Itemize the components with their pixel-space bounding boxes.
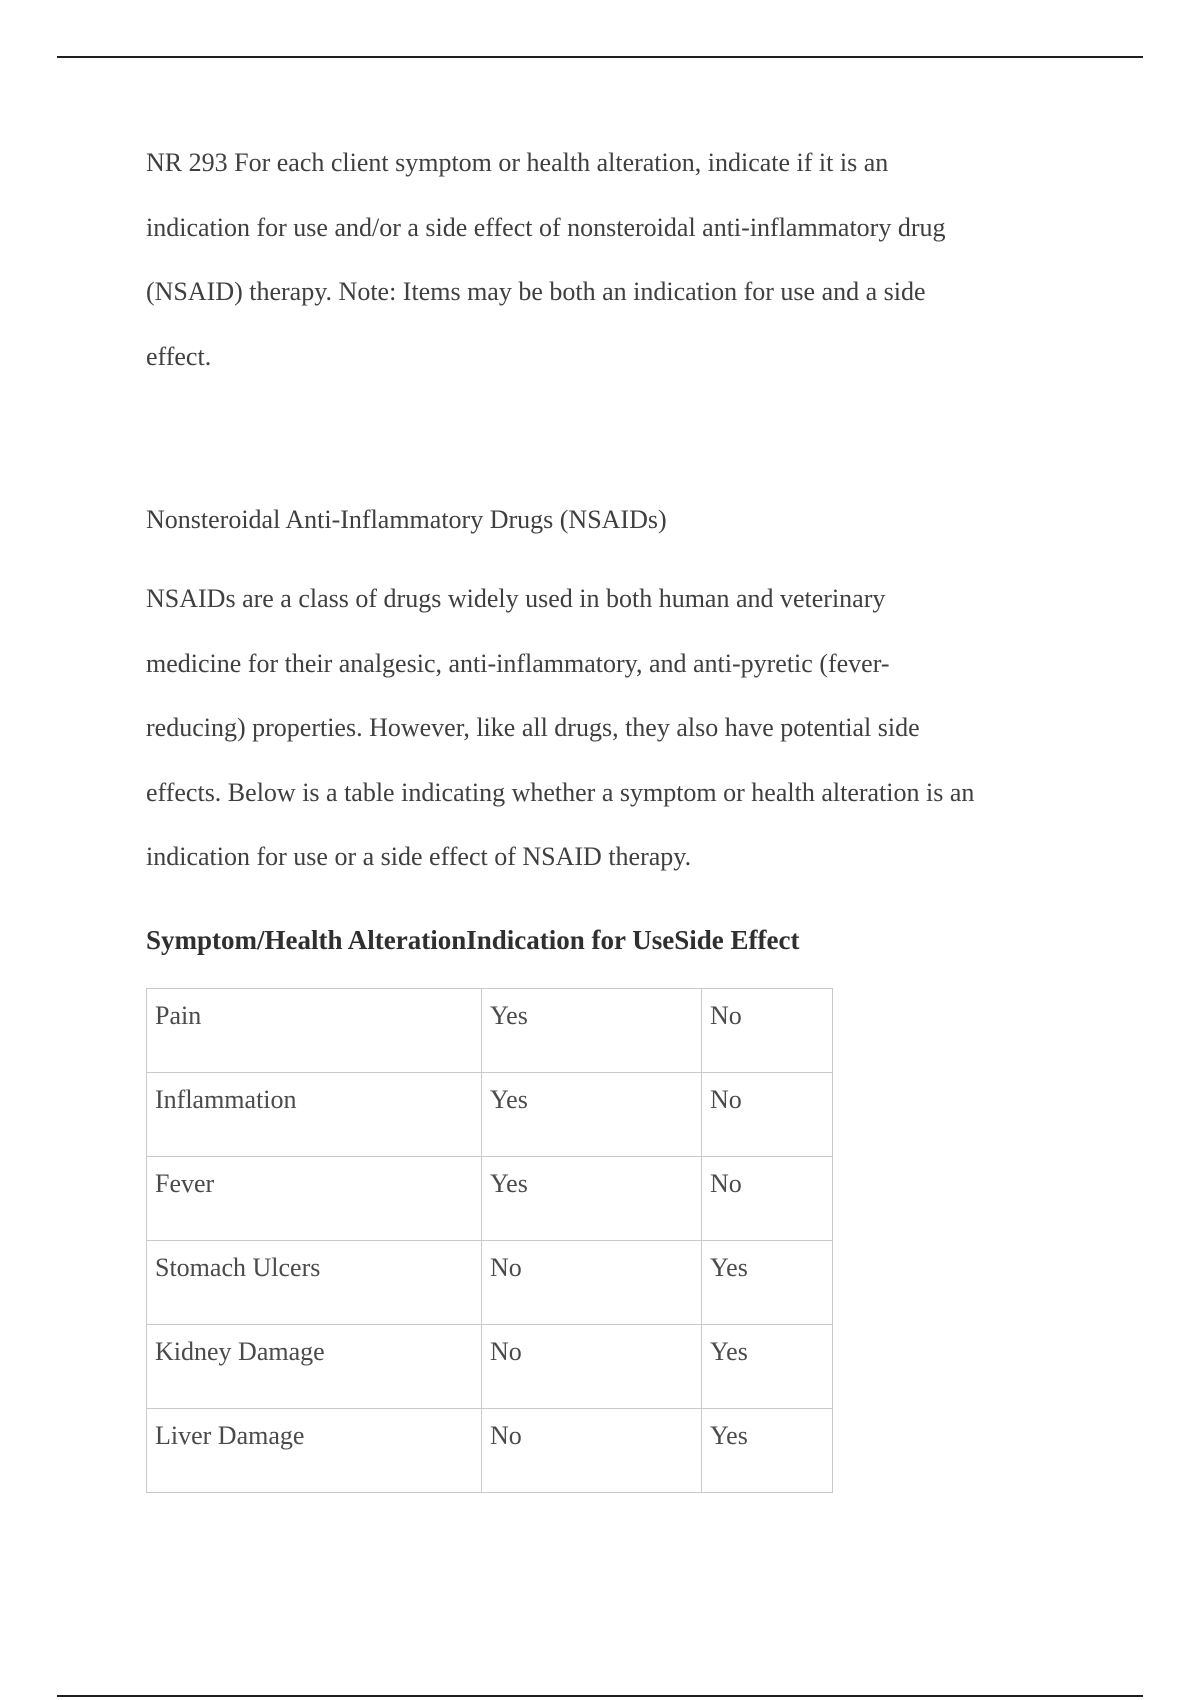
symptom-cell: Liver Damage bbox=[147, 1409, 482, 1493]
body-line: effects. Below is a table indicating whether a symptom or health alteration is an bbox=[146, 777, 975, 807]
indication-cell: Yes bbox=[482, 1073, 702, 1157]
question-line: indication for use and/or a side effect of nonsteroidal anti-inflammatory drug bbox=[146, 212, 946, 242]
question-line: NR 293 For each client symptom or health alteration, indicate if it is an bbox=[146, 148, 889, 177]
indication-cell: No bbox=[482, 1325, 702, 1409]
table-row bbox=[147, 989, 833, 1073]
table-row bbox=[147, 1409, 833, 1493]
table-row bbox=[147, 1073, 833, 1157]
indication-cell: Yes bbox=[482, 1157, 702, 1241]
body-line: indication for use or a side effect of NSAID therapy. bbox=[146, 842, 692, 871]
side-effect-cell: No bbox=[702, 1073, 833, 1157]
top-rule bbox=[57, 56, 1143, 58]
side-effect-cell: Yes bbox=[702, 1325, 833, 1409]
indication-cell: No bbox=[482, 1409, 702, 1493]
question-line: (NSAID) therapy. Note: Items may be both an indication for use and a side bbox=[146, 277, 926, 306]
side-effect-cell: No bbox=[702, 1157, 833, 1241]
side-effect-cell: Yes bbox=[702, 1409, 833, 1493]
body-line: medicine for their analgesic, anti-inflammatory, and anti-pyretic (fever- bbox=[146, 648, 890, 678]
body-line: reducing) properties. However, like all drugs, they also have potential side bbox=[146, 713, 920, 742]
table-row bbox=[147, 1241, 833, 1325]
symptom-cell: Fever bbox=[147, 1157, 482, 1241]
symptom-cell: Inflammation bbox=[147, 1073, 482, 1157]
indication-cell: No bbox=[482, 1241, 702, 1325]
body-line: NSAIDs are a class of drugs widely used in both human and veterinary bbox=[146, 584, 886, 613]
table-row bbox=[147, 1325, 833, 1409]
indication-cell: Yes bbox=[482, 989, 702, 1073]
symptom-cell: Pain bbox=[147, 989, 482, 1073]
side-effect-cell: Yes bbox=[702, 1241, 833, 1325]
side-effect-cell: No bbox=[702, 989, 833, 1073]
nsaid-table bbox=[146, 988, 833, 1493]
section-title: Nonsteroidal Anti-Inflammatory Drugs (NSAIDs) bbox=[146, 505, 667, 534]
symptom-cell: Kidney Damage bbox=[147, 1325, 482, 1409]
question-paragraph bbox=[146, 131, 1096, 389]
bottom-rule bbox=[57, 1695, 1143, 1697]
table-row bbox=[147, 1157, 833, 1241]
symptom-cell: Stomach Ulcers bbox=[147, 1241, 482, 1325]
body-paragraph bbox=[146, 567, 1096, 890]
question-line: effect. bbox=[146, 341, 212, 371]
table-heading: Symptom/Health AlterationIndication for UseSide Effect bbox=[146, 925, 800, 955]
